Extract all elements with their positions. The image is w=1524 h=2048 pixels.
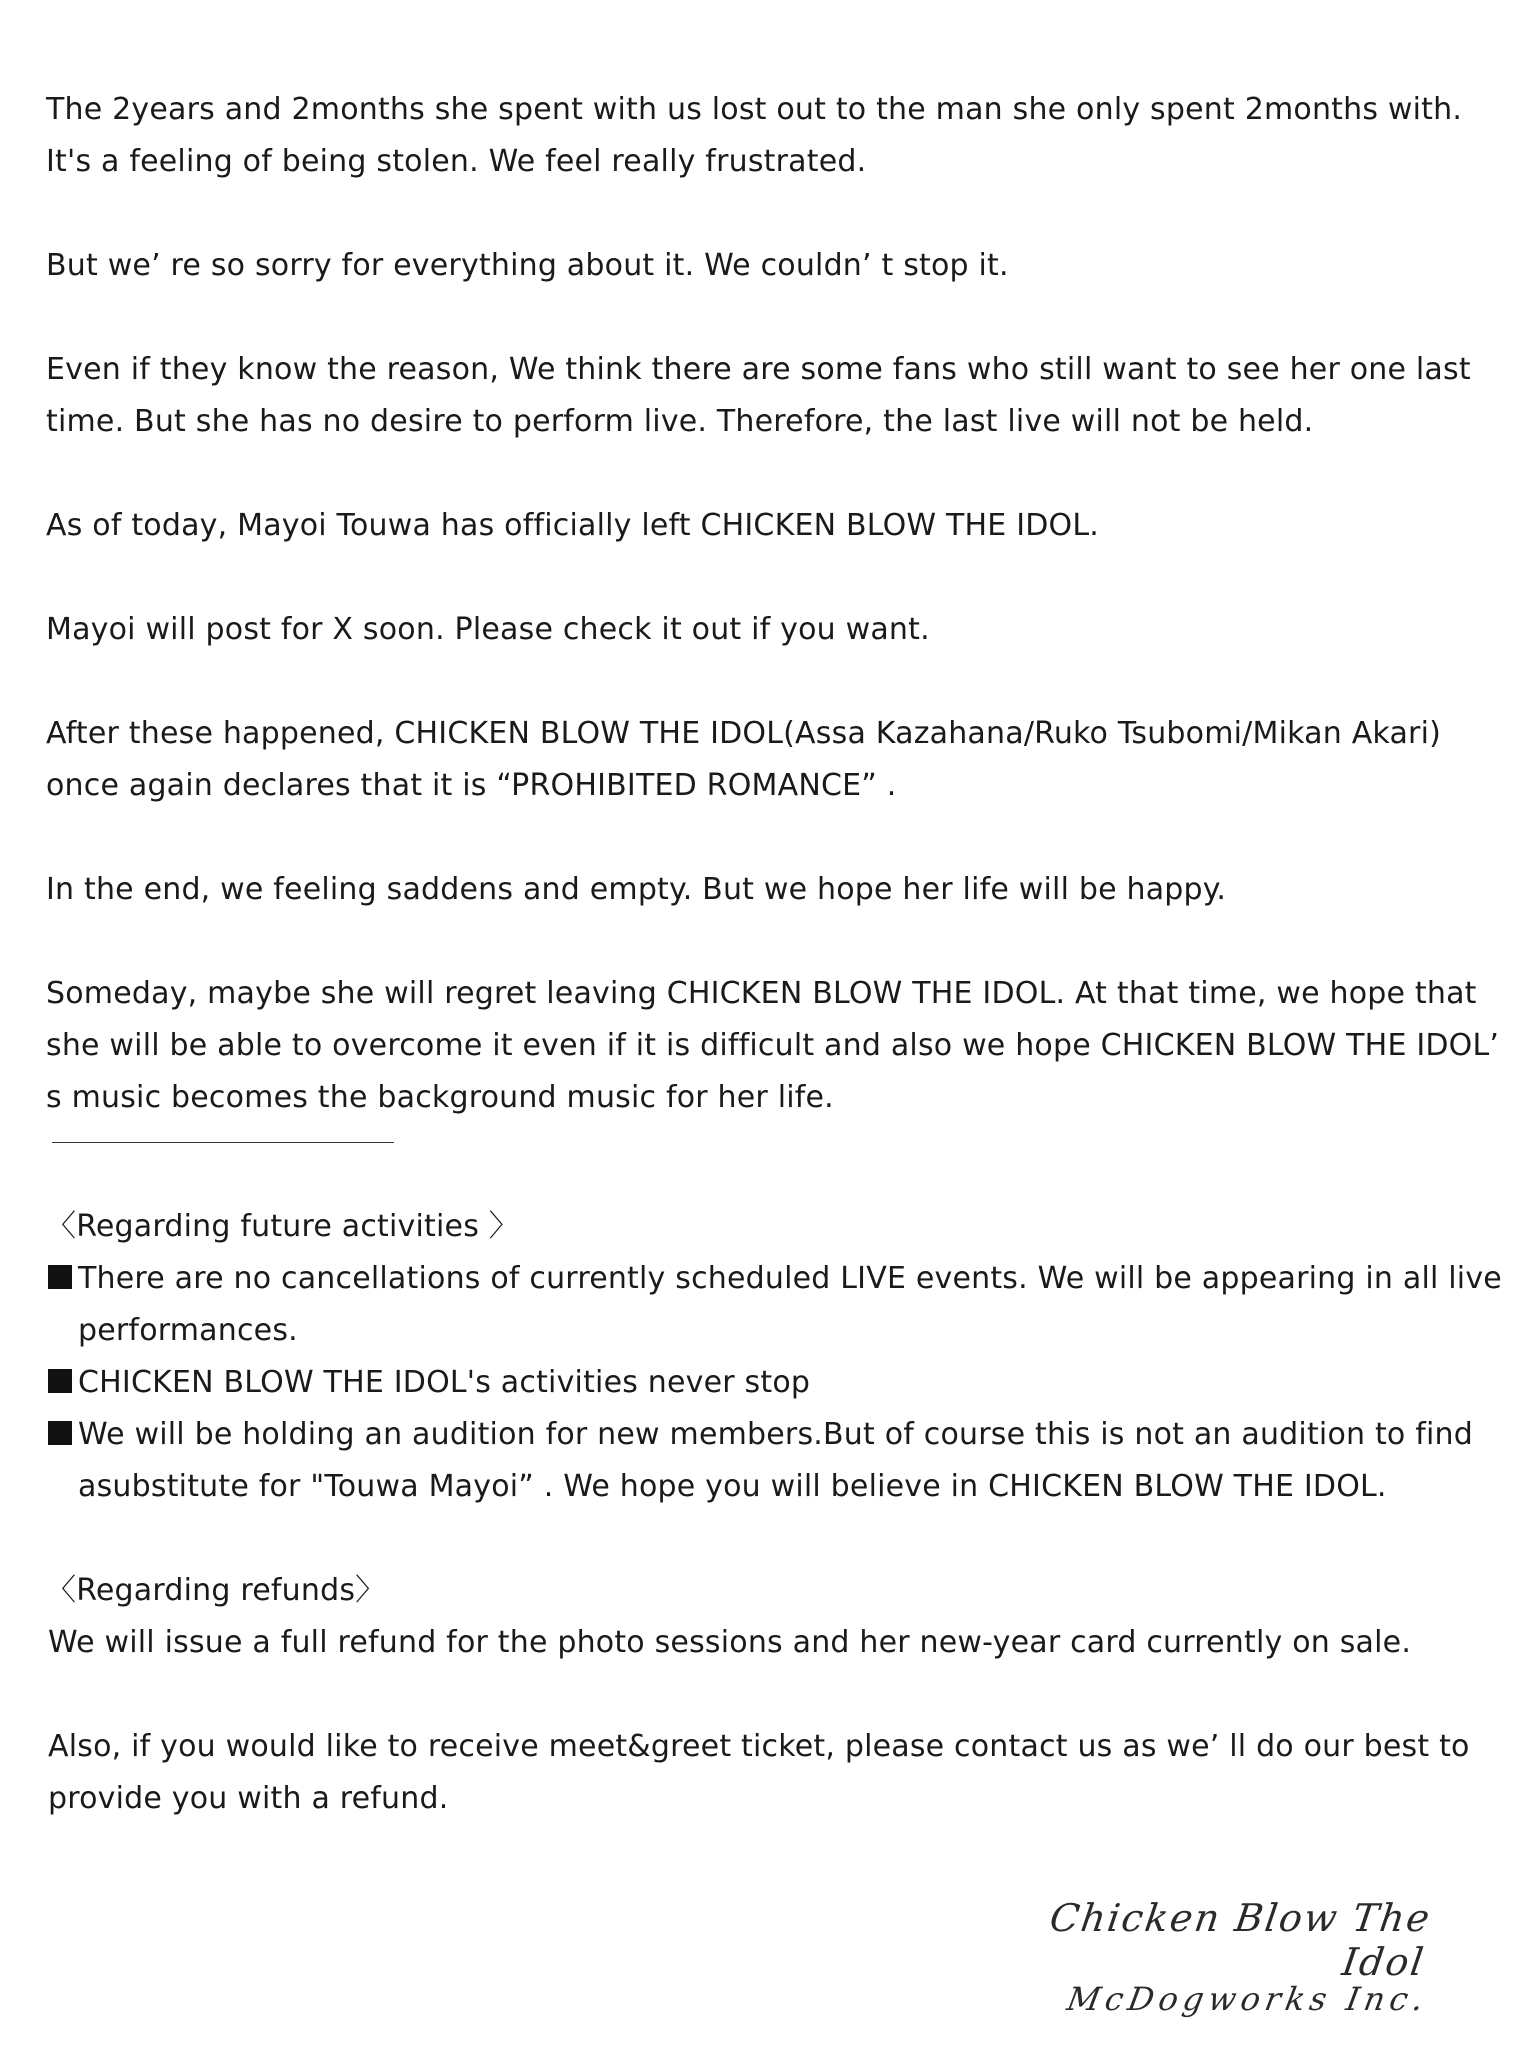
statement-paragraph: As of today, Mayoi Touwa has officially left CHICKEN BLOW THE IDOL.	[46, 508, 1100, 543]
list-item-text: There are no cancellations of currently scheduled LIVE events. We will be appearing in all live performances.	[78, 1261, 1502, 1348]
future-activities-heading: 〈Regarding future activities 〉	[46, 1209, 519, 1244]
statement-paragraph: But we’ re so sorry for everything about it. We couldn’ t stop it.	[46, 248, 1009, 283]
square-bullet-icon	[48, 1421, 72, 1445]
refunds-heading: 〈Regarding refunds〉	[46, 1573, 386, 1608]
refunds-paragraph: We will issue a full refund for the photo sessions and her new-year card currently on sale.	[48, 1625, 1412, 1660]
statement-paragraph: The 2years and 2months she spent with us lost out to the man she only spent 2months with. It's a feeling of being stolen. We feel really frustrated.	[46, 92, 1463, 179]
list-item	[46, 1409, 1506, 1513]
statement-paragraph: In the end, we feeling saddens and empty. But we hope her life will be happy.	[46, 872, 1227, 907]
company-signature: McDogworks Inc.	[1064, 1980, 1432, 2018]
refunds-paragraph: Also, if you would like to receive meet&greet ticket, please contact us as we’ ll do our best to provide you with a refund.	[48, 1729, 1470, 1816]
statement-paragraph: Mayoi will post for X soon. Please check it out if you want.	[46, 612, 930, 647]
square-bullet-icon	[48, 1369, 72, 1393]
list-item	[46, 1357, 1506, 1409]
list-item-text: CHICKEN BLOW THE IDOL's activities never stop	[78, 1365, 811, 1400]
statement-paragraph: Even if they know the reason, We think there are some fans who still want to see her one last time. But she has no desire to perform live. Therefore, the last live will not be held.	[46, 352, 1471, 439]
group-signature: Chicken Blow The Idol	[1047, 1896, 1435, 1984]
square-bullet-icon	[48, 1265, 72, 1289]
statement-body	[46, 84, 1506, 1825]
statement-paragraph: After these happened, CHICKEN BLOW THE IDOL(Assa Kazahana/Ruko Tsubomi/Mikan Akari) once again declares that it is “PROHIBITED ROMANCE” .	[46, 716, 1442, 803]
list-item	[46, 1253, 1506, 1357]
future-activities-list	[46, 1253, 1506, 1513]
list-item-text: We will be holding an audition for new members.But of course this is not an audition to find asubstitute for "Touwa Mayoi” . We hope you will believe in CHICKEN BLOW THE IDOL.	[78, 1417, 1473, 1504]
statement-paragraph: Someday, maybe she will regret leaving CHICKEN BLOW THE IDOL. At that time, we hope that she will be able to overcome it even if it is difficult and also we hope CHICKEN BLOW THE IDOL’ s music becomes the background music for her life.	[46, 976, 1500, 1115]
section-divider	[52, 1142, 394, 1143]
